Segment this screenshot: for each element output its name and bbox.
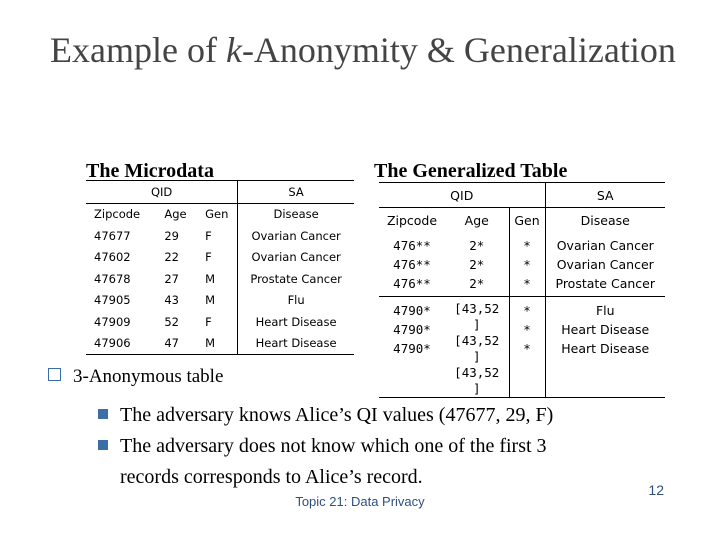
cell: 52 [164, 314, 179, 329]
table-row [86, 225, 354, 247]
cell-line: Heart Disease [561, 322, 650, 337]
cell-line: 2* [469, 238, 485, 253]
cell-line: 476** [393, 257, 431, 272]
table-row [86, 290, 354, 312]
cell: 27 [164, 271, 179, 286]
sa-header: SA [238, 181, 354, 204]
qid-header: QID [86, 181, 238, 204]
cell: F [205, 250, 212, 265]
sub-bullet-1-text: The adversary knows Alice’s QI values (47677, 29, F) [120, 404, 554, 426]
gen-cell [509, 233, 545, 297]
microdata-heading: The Microdata [86, 160, 214, 182]
cell-line: * [523, 341, 531, 356]
cell: 47602 [94, 250, 131, 265]
disease-cell [545, 297, 665, 398]
cell: 43 [164, 293, 179, 308]
cell: 47906 [94, 336, 131, 351]
age-cell [445, 297, 509, 398]
cell: 47678 [94, 271, 131, 286]
cell-line: * [523, 238, 531, 253]
slide-footer: Topic 21: Data Privacy [295, 494, 425, 509]
equivalence-class-2 [379, 297, 665, 398]
cell: 22 [164, 250, 179, 265]
cell: 47905 [94, 293, 131, 308]
col-zipcode: Zipcode [94, 207, 141, 222]
cell-line: Flu [595, 303, 615, 318]
table-row [86, 333, 354, 355]
cell: F [205, 228, 212, 243]
hollow-square-bullet-icon [48, 368, 61, 381]
col-age: Age [164, 207, 187, 222]
cell: Heart Disease [238, 311, 354, 333]
cell-line: ] [472, 349, 481, 364]
bullet-main-text: 3-Anonymous table [73, 366, 224, 387]
col-age: Age [464, 213, 489, 228]
cell-line: * [523, 257, 531, 272]
table-row [86, 247, 354, 269]
bullet-main [48, 366, 223, 388]
cell-line: 4790* [393, 341, 431, 356]
zip-cell [379, 297, 445, 398]
cell-line: Ovarian Cancer [556, 257, 654, 272]
cell: Flu [238, 290, 354, 312]
qid-header: QID [379, 183, 545, 208]
table-row [86, 311, 354, 333]
filled-square-bullet-icon [98, 440, 108, 450]
equivalence-class-1 [379, 233, 665, 297]
cell-line: ] [472, 381, 481, 396]
cell: M [205, 293, 216, 308]
cell: Ovarian Cancer [238, 225, 354, 247]
cell: Ovarian Cancer [238, 247, 354, 269]
cell-line: [43,52 [454, 365, 500, 380]
cell-line: 2* [469, 257, 485, 272]
cell: 29 [164, 228, 179, 243]
cell: F [205, 314, 212, 329]
microdata-table [86, 180, 354, 355]
cell: 47 [164, 336, 179, 351]
gen-cell [509, 297, 545, 398]
cell: Heart Disease [238, 333, 354, 355]
sub-bullet-1 [98, 400, 678, 431]
sub-bullets [98, 400, 678, 493]
cell-line: * [523, 303, 531, 318]
cell-line: [43,52 [454, 333, 500, 348]
cell-line: 476** [393, 238, 431, 253]
cell-line: 4790* [393, 322, 431, 337]
table-row [86, 268, 354, 290]
sub-bullet-2 [98, 431, 678, 462]
cell: 47909 [94, 314, 131, 329]
cell-line: * [523, 322, 531, 337]
cell: M [205, 271, 216, 286]
cell-line: 2* [469, 276, 485, 291]
cell-line: [43,52 [454, 301, 500, 316]
col-disease: Disease [545, 208, 665, 234]
cell-line: * [523, 276, 531, 291]
generalized-table [379, 182, 665, 398]
sub-bullet-2-text: The adversary does not know which one of the first 3 [120, 435, 547, 457]
page-number: 12 [648, 482, 664, 498]
cell-line: Heart Disease [561, 341, 650, 356]
col-gen: Gen [509, 208, 545, 234]
disease-cell [545, 233, 665, 297]
col-zipcode: Zipcode [386, 213, 438, 228]
cell-line: Ovarian Cancer [556, 238, 654, 253]
age-cell [445, 233, 509, 297]
filled-square-bullet-icon [98, 409, 108, 419]
cell-line: ] [472, 317, 481, 332]
slide-title: Example of k-Anonymity & Generalization [50, 30, 676, 70]
cell-line: 4790* [393, 303, 431, 318]
sub-bullet-2-continuation: records corresponds to Alice’s record. [120, 466, 423, 488]
col-disease: Disease [238, 203, 354, 225]
cell: M [205, 336, 216, 351]
col-gen: Gen [205, 207, 229, 222]
zip-cell [379, 233, 445, 297]
sa-header: SA [545, 183, 665, 208]
cell-line: Prostate Cancer [555, 276, 655, 291]
generalized-heading: The Generalized Table [374, 160, 568, 182]
cell: Prostate Cancer [238, 268, 354, 290]
cell-line: 476** [393, 276, 431, 291]
cell: 47677 [94, 228, 131, 243]
